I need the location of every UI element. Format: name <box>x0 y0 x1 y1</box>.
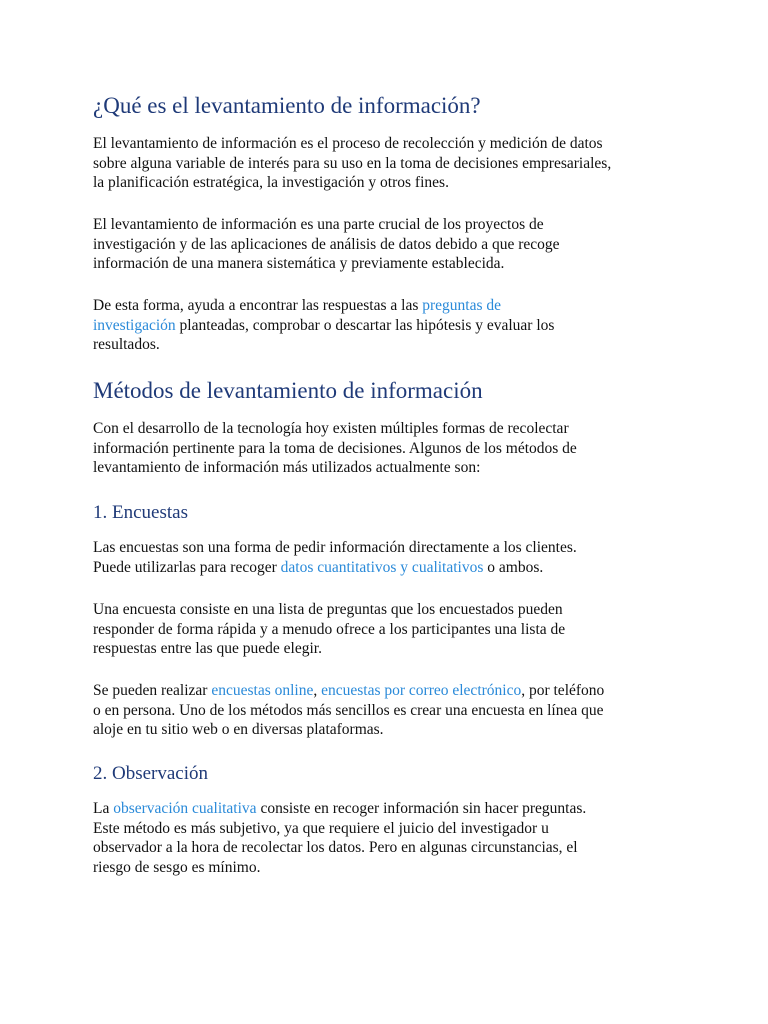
text-line: resultados. <box>93 336 160 353</box>
link-encuestas-online[interactable]: encuestas online <box>211 682 314 699</box>
paragraph-definicion <box>93 134 611 193</box>
heading-encuestas: 1. Encuestas <box>93 502 188 523</box>
text-line: la planificación estratégica, la investigación y otros fines. <box>93 174 449 191</box>
text-segment: , por teléfono <box>521 682 605 699</box>
text-segment: La <box>93 800 114 817</box>
heading-que-es: ¿Qué es el levantamiento de información? <box>93 93 481 118</box>
text-segment: , <box>313 682 322 699</box>
text-line: levantamiento de información más utilizados actualmente son: <box>93 459 481 476</box>
link-encuestas-correo-electronico[interactable]: encuestas por correo electrónico <box>321 682 522 699</box>
heading-metodos: Métodos de levantamiento de información <box>93 378 483 403</box>
text-line: responder de forma rápida y a menudo ofrece a los participantes una lista de <box>93 620 566 638</box>
text-line: observador a la hora de recolectar los datos. Pero en algunas circunstancias, el <box>93 839 578 856</box>
text-line <box>93 681 604 701</box>
paragraph-observacion <box>93 799 586 877</box>
text-line: información pertinente para la toma de decisiones. Algunos de los métodos de <box>93 439 577 457</box>
text-segment: De esta forma, ayuda a encontrar las respuestas a las <box>93 297 423 314</box>
link-preguntas-de-investigacion-cont[interactable]: investigación <box>93 316 176 334</box>
link-observacion-cualitativa[interactable]: observación cualitativa <box>113 800 257 817</box>
text-line: investigación y de las aplicaciones de análisis de datos debido a que recoge <box>93 235 560 253</box>
text-line: aloje en tu sitio web o en diversas plataformas. <box>93 721 384 738</box>
text-line: Este método es más subjetivo, ya que requiere el juicio del investigador u <box>93 819 549 837</box>
text-line: Con el desarrollo de la tecnología hoy existen múltiples formas de recolectar <box>93 420 569 437</box>
text-segment: consiste en recoger información sin hacer preguntas. <box>256 800 587 817</box>
link-datos-cuantitativos-cualitativos[interactable]: datos cuantitativos y cualitativos <box>280 558 484 576</box>
paragraph-importancia <box>93 215 560 274</box>
text-line <box>93 296 554 316</box>
paragraph-respuestas <box>93 296 554 355</box>
text-segment: Puede utilizarlas para recoger <box>93 558 281 576</box>
paragraph-encuestas-lista <box>93 600 565 659</box>
paragraph-metodos-intro <box>93 419 577 478</box>
text-line: Una encuesta consiste en una lista de preguntas que los encuestados pueden <box>93 601 563 618</box>
text-line: Las encuestas son una forma de pedir información directamente a los clientes. <box>93 539 577 556</box>
text-line <box>93 799 586 819</box>
text-line: riesgo de sesgo es mínimo. <box>93 858 261 876</box>
text-line: El levantamiento de información es una parte crucial de los proyectos de <box>93 216 544 233</box>
text-segment: Se pueden realizar <box>93 682 212 699</box>
text-segment: o ambos. <box>483 558 544 576</box>
text-segment: planteadas, comprobar o descartar las hipótesis y evaluar los <box>175 316 555 334</box>
text-line: respuestas entre las que puede elegir. <box>93 640 322 657</box>
text-line: información de una manera sistemática y previamente establecida. <box>93 255 505 272</box>
heading-observacion: 2. Observación <box>93 763 209 784</box>
text-line <box>93 558 577 578</box>
paragraph-encuestas-canales <box>93 681 604 740</box>
paragraph-encuestas-def <box>93 538 577 577</box>
text-line <box>93 316 554 336</box>
link-preguntas-de-investigacion[interactable]: preguntas de <box>422 297 501 314</box>
text-line: o en persona. Uno de los métodos más sencillos es crear una encuesta en línea que <box>93 701 604 719</box>
text-line: El levantamiento de información es el proceso de recolección y medición de datos <box>93 135 603 152</box>
text-line: sobre alguna variable de interés para su uso en la toma de decisiones empresariales, <box>93 154 612 172</box>
